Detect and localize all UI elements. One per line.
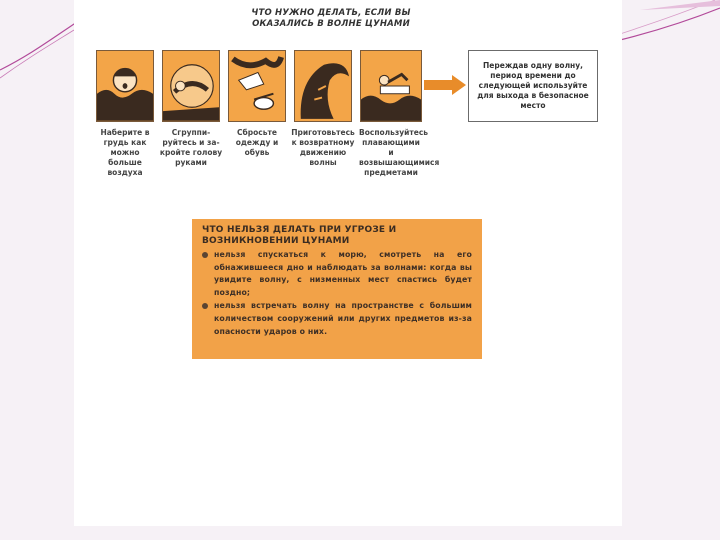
- list-item-text: нельзя спускаться к морю, смотреть на его обнажившееся дно и наблюдать за волнами: когда вы увидите волну, с низменных мест спастись будет поздно;: [214, 250, 472, 297]
- step-caption: Сгруппи-руйтесь и за-кройте голову руками: [159, 128, 223, 167]
- list-item: [202, 300, 472, 338]
- person-breathing-in-water-icon: [96, 50, 154, 122]
- warning-heading: ЧТО НЕЛЬЗЯ ДЕЛАТЬ ПРИ УГРОЗЕ И ВОЗНИКНОВЕНИИ ЦУНАМИ: [202, 225, 397, 246]
- step-caption: Наберите в грудь как можно больше воздуха: [100, 128, 150, 177]
- person-curled-up-icon: [162, 50, 220, 122]
- list-item-text: нельзя встречать волну на пространстве с большим количеством сооружений или других предметов из-за опасности ударов о них.: [214, 301, 472, 336]
- shoe-clothing-icon: [228, 50, 286, 122]
- list-item: [202, 249, 472, 299]
- bullet-icon: [202, 303, 208, 309]
- warning-box: [192, 219, 482, 359]
- arrow-right-icon: [452, 75, 466, 95]
- arrow-shaft: [424, 80, 454, 90]
- step-caption: Сбросьте одежду и обувь: [235, 128, 279, 157]
- figure-title: ЧТО НУЖНО ДЕЛАТЬ, ЕСЛИ ВЫ ОКАЗАЛИСЬ В ВОЛНЕ ЦУНАМИ: [251, 8, 411, 29]
- step-caption: Воспользуйтесь плавающими и возвышающимися предметами: [359, 128, 440, 177]
- advice-box: [468, 50, 598, 122]
- advice-text: Переждав одну волну, период времени до следующей используйте для выхода в безопасное место: [477, 61, 589, 110]
- wave-icon: [294, 50, 352, 122]
- bullet-icon: [202, 252, 208, 258]
- swimmer-icon: [360, 50, 422, 122]
- step-caption: Приготовьтесь к возвратному движению волны: [291, 128, 355, 167]
